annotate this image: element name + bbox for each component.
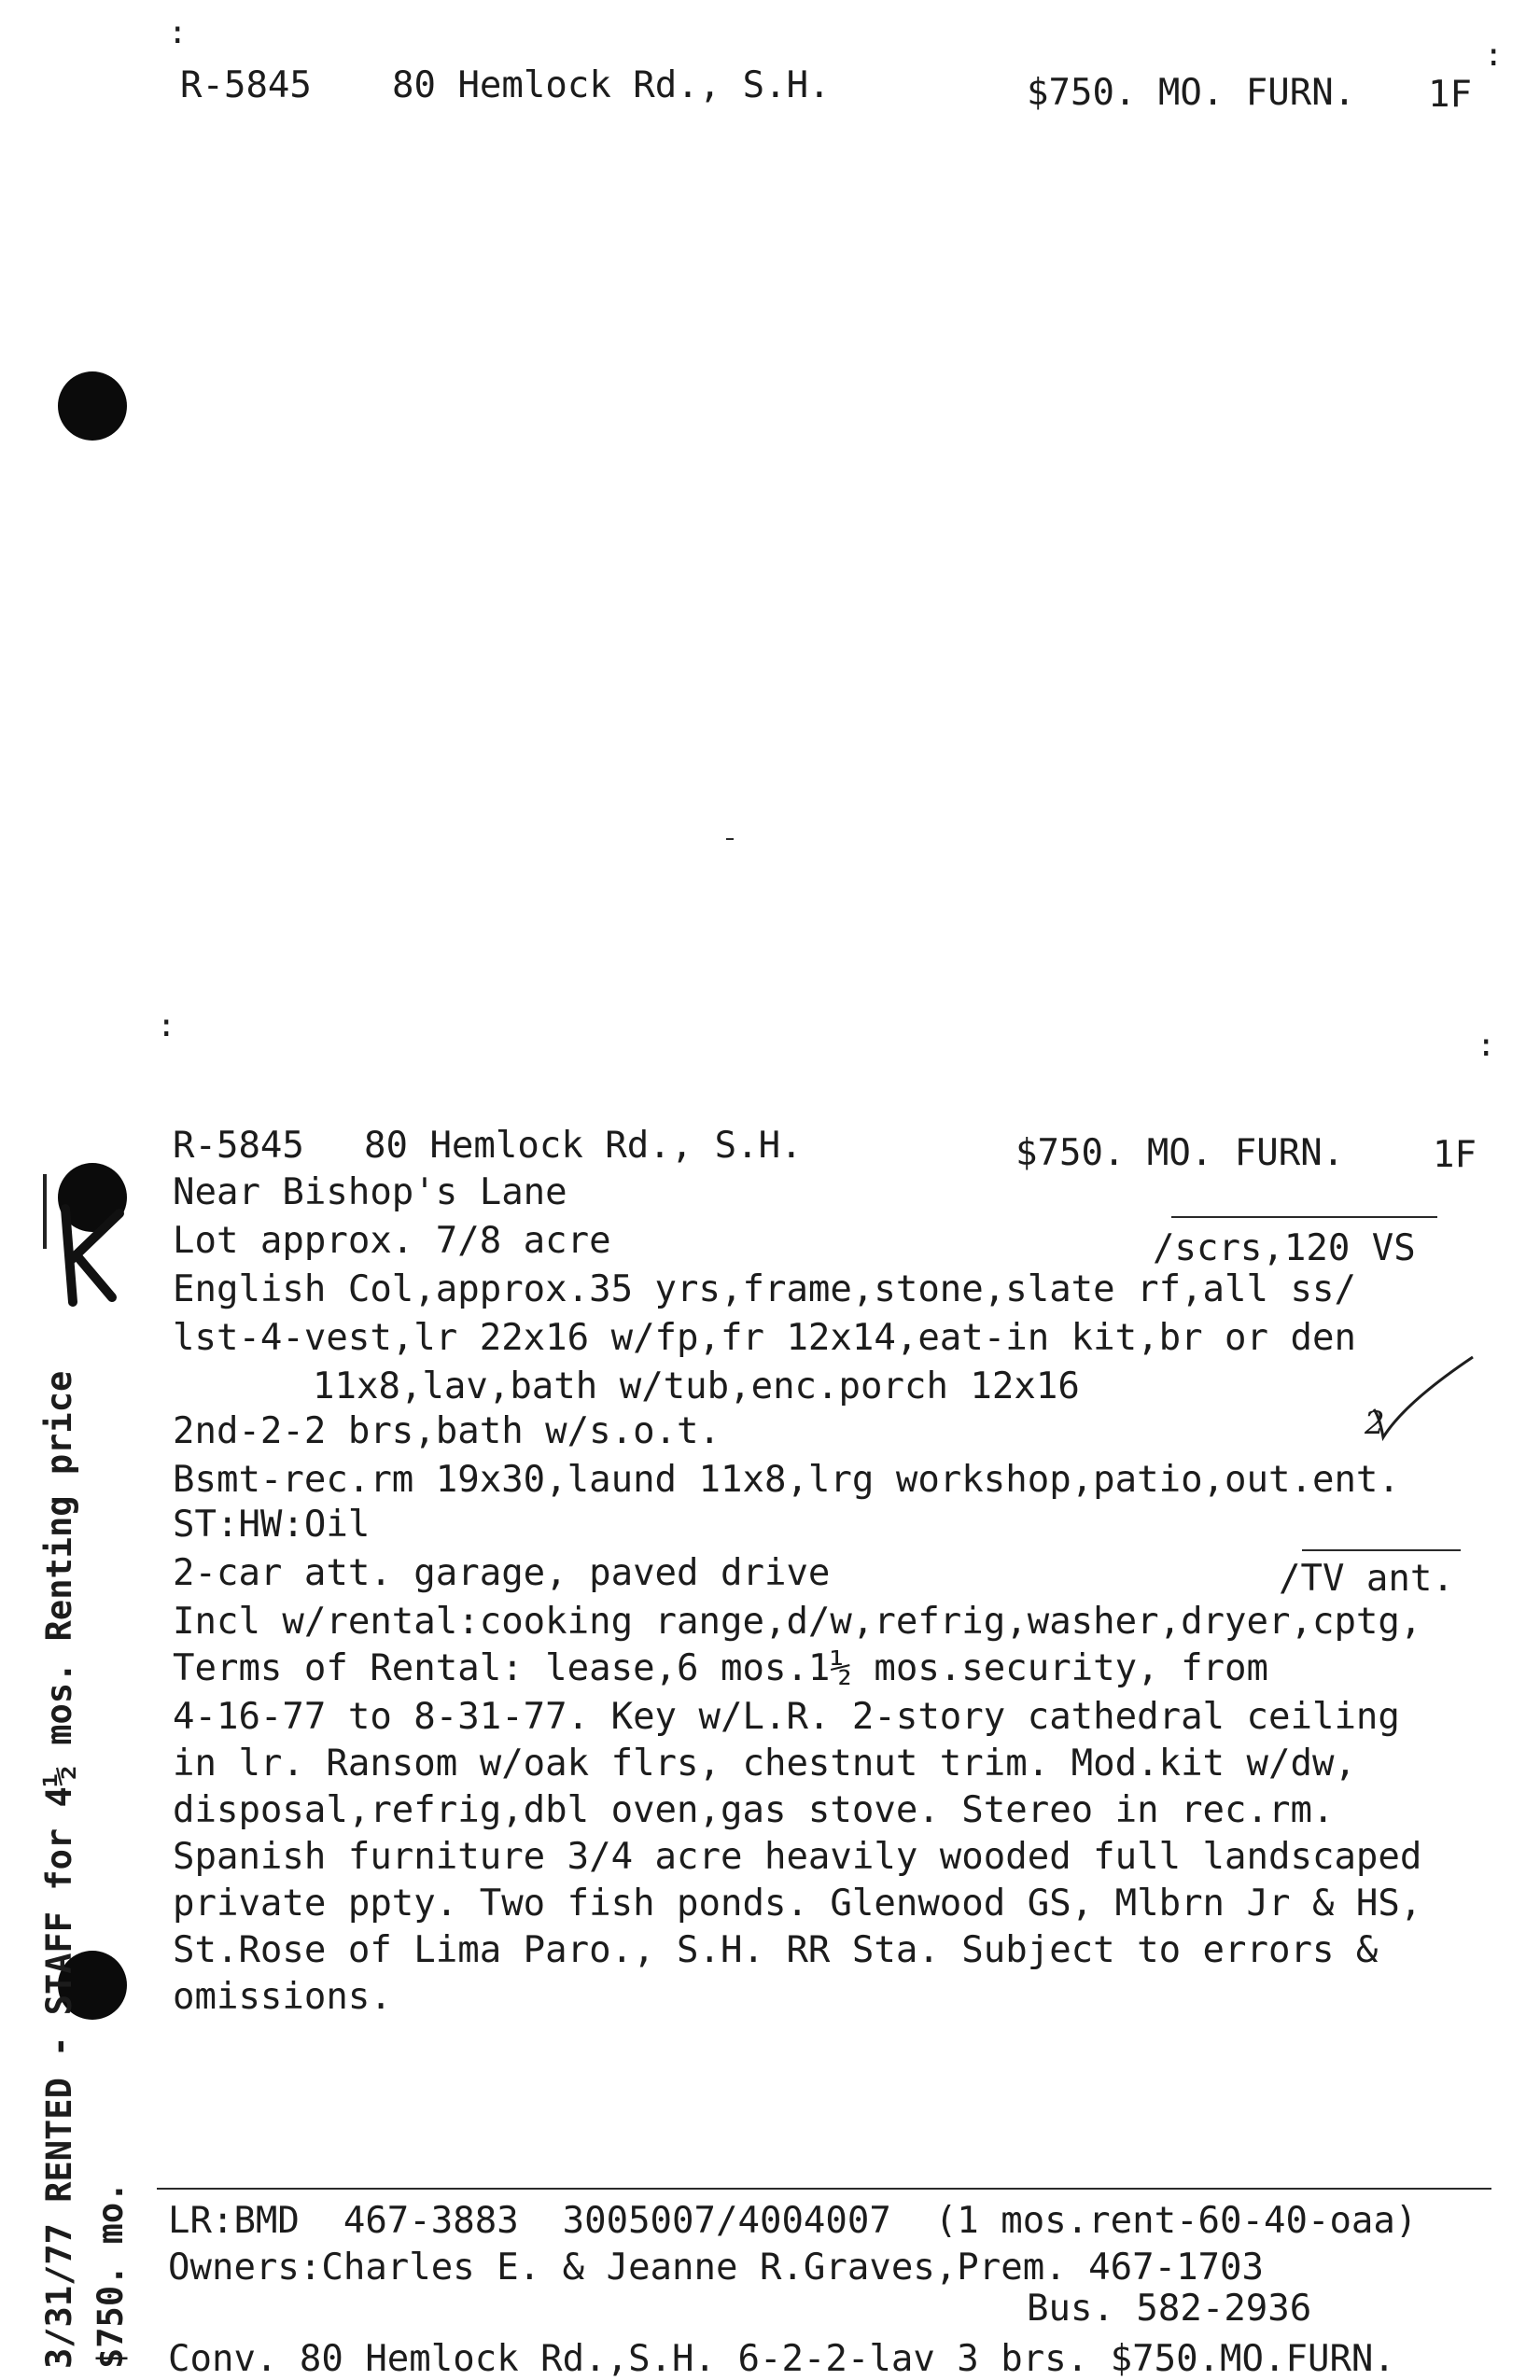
card-line: English Col,approx.35 yrs,frame,stone,slate rf,all ss/ <box>173 1268 1356 1310</box>
card-line: Incl w/rental:cooking range,d/w,refrig,washer,dryer,cptg, <box>173 1601 1422 1643</box>
owners-line: Owners:Charles E. & Jeanne R.Graves,Prem. 467-1703 <box>168 2247 1264 2289</box>
registration-mark: : <box>1477 1027 1496 1064</box>
card-line: in lr. Ransom w/oak flrs, chestnut trim. Mod.kit w/dw, <box>173 1743 1356 1785</box>
overline <box>1171 1216 1437 1218</box>
punch-hole <box>58 371 127 441</box>
card-line: Near Bishop's Lane <box>173 1171 567 1213</box>
top-address: 80 Hemlock Rd., S.H. <box>392 64 831 106</box>
code: 1F <box>1433 1134 1477 1176</box>
address: 80 Hemlock Rd., S.H. <box>364 1125 803 1167</box>
top-listing-id: R-5845 <box>180 64 312 106</box>
card-line: Terms of Rental: lease,6 mos.1½ mos.security, from <box>173 1647 1268 1689</box>
business-phone: Bus. 582-2936 <box>1027 2288 1312 2330</box>
margin-annotation: 3/31/77 RENTED - STAFF for 4½ mos. Renting price <box>39 1370 79 2369</box>
top-price: $750. MO. FURN. <box>1027 72 1356 114</box>
registration-mark: : <box>168 14 188 51</box>
card-line: Lot approx. 7/8 acre <box>173 1220 611 1262</box>
stray-mark <box>726 838 734 840</box>
top-code: 1F <box>1428 74 1472 116</box>
registration-mark: : <box>157 1007 176 1044</box>
screens-note: /scrs,120 VS <box>1153 1227 1416 1269</box>
price: $750. MO. FURN. <box>1015 1132 1345 1174</box>
margin-annotation-price: $750. mo. <box>91 2181 131 2369</box>
tv-antenna-note: /TV ant. <box>1279 1558 1454 1600</box>
conversion-line: Conv. 80 Hemlock Rd.,S.H. 6-2-2-lav 3 brs. $750.MO.FURN. <box>168 2338 1395 2380</box>
card-line: 11x8,lav,bath w/tub,enc.porch 12x16 <box>313 1365 1080 1407</box>
handwritten-mark: 2 <box>1365 1405 1385 1442</box>
card-line: lst-4-vest,lr 22x16 w/fp,fr 12x14,eat-in kit,br or den <box>173 1317 1356 1359</box>
registration-mark: : <box>1484 36 1504 74</box>
card-line: disposal,refrig,dbl oven,gas stove. Stereo in rec.rm. <box>173 1789 1335 1831</box>
lr-line: LR:BMD 467-3883 3005007/4004007 (1 mos.rent-60-40-oaa) <box>168 2200 1418 2242</box>
card-line: St.Rose of Lima Paro., S.H. RR Sta. Subject to errors & <box>173 1929 1379 1971</box>
card-line: 2-car att. garage, paved drive <box>173 1552 831 1594</box>
card-line: ST:HW:Oil <box>173 1504 371 1546</box>
card-line: private ppty. Two fish ponds. Glenwood GS, Mlbrn Jr & HS, <box>173 1883 1422 1925</box>
card-line: Spanish furniture 3/4 acre heavily wooded full landscaped <box>173 1836 1422 1878</box>
card-line: omissions. <box>173 1976 392 2018</box>
listing-id: R-5845 <box>173 1125 304 1167</box>
handwritten-k-mark <box>45 1204 129 1307</box>
card-line: Bsmt-rec.rm 19x30,laund 11x8,lrg workshop,patio,out.ent. <box>173 1459 1400 1501</box>
card-line: 4-16-77 to 8-31-77. Key w/L.R. 2-story cathedral ceiling <box>173 1696 1400 1738</box>
card-line: 2nd-2-2 brs,bath w/s.o.t. <box>173 1410 721 1452</box>
footer-rule <box>157 2188 1491 2190</box>
overline <box>1302 1549 1461 1551</box>
